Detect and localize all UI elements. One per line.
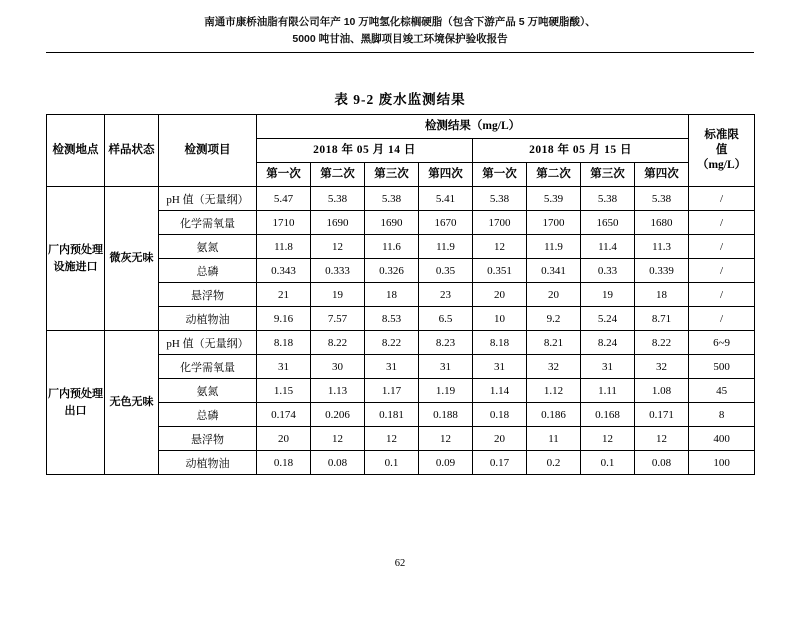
cell-value: 8.22 [635, 331, 689, 355]
cell-value: 12 [419, 427, 473, 451]
cell-value: 20 [257, 427, 311, 451]
cell-value: 0.168 [581, 403, 635, 427]
header-time-4: 第四次 [419, 163, 473, 187]
cell-value: 5.38 [473, 187, 527, 211]
row-item: pH 值（无量纲） [159, 187, 257, 211]
cell-limit: 400 [689, 427, 755, 451]
cell-value: 31 [419, 355, 473, 379]
header-time-5: 第一次 [473, 163, 527, 187]
cell-value: 0.08 [311, 451, 365, 475]
header-limit-line3: （mg/L） [696, 159, 747, 171]
header-time-7: 第三次 [581, 163, 635, 187]
row-item: 氨氮 [159, 235, 257, 259]
cell-value: 0.2 [527, 451, 581, 475]
cell-value: 1.14 [473, 379, 527, 403]
cell-limit: / [689, 259, 755, 283]
cell-value: 0.186 [527, 403, 581, 427]
table-row [47, 331, 755, 355]
cell-value: 8.22 [365, 331, 419, 355]
header-time-6: 第二次 [527, 163, 581, 187]
cell-value: 11.6 [365, 235, 419, 259]
header-time-3: 第三次 [365, 163, 419, 187]
cell-limit: 45 [689, 379, 755, 403]
cell-value: 10 [473, 307, 527, 331]
cell-value: 0.188 [419, 403, 473, 427]
page-number: 62 [394, 558, 406, 569]
cell-limit: / [689, 283, 755, 307]
row-item: 动植物油 [159, 307, 257, 331]
table-title: 表 9-2 废水监测结果 [334, 92, 466, 107]
cell-value: 1.12 [527, 379, 581, 403]
cell-value: 8.71 [635, 307, 689, 331]
cell-value: 5.39 [527, 187, 581, 211]
cell-value: 0.35 [419, 259, 473, 283]
header-results: 检测结果（mg/L） [257, 115, 689, 139]
cell-value: 8.23 [419, 331, 473, 355]
cell-value: 0.18 [473, 403, 527, 427]
cell-value: 0.326 [365, 259, 419, 283]
row-item: 动植物油 [159, 451, 257, 475]
cell-value: 0.206 [311, 403, 365, 427]
cell-value: 1670 [419, 211, 473, 235]
cell-value: 12 [635, 427, 689, 451]
group-site: 厂内预处理设施进口 [47, 187, 105, 331]
cell-value: 8.22 [311, 331, 365, 355]
cell-value: 0.339 [635, 259, 689, 283]
cell-value: 11.3 [635, 235, 689, 259]
header-time-1: 第一次 [257, 163, 311, 187]
cell-value: 9.16 [257, 307, 311, 331]
row-item: 氨氮 [159, 379, 257, 403]
cell-value: 11.9 [527, 235, 581, 259]
cell-value: 31 [581, 355, 635, 379]
header-sample-state: 样品状态 [105, 115, 159, 187]
header-item: 检测项目 [159, 115, 257, 187]
page-header [70, 14, 730, 48]
cell-value: 32 [527, 355, 581, 379]
cell-value: 0.33 [581, 259, 635, 283]
cell-value: 0.09 [419, 451, 473, 475]
group-state: 微灰无味 [105, 187, 159, 331]
cell-value: 1.15 [257, 379, 311, 403]
cell-value: 0.1 [581, 451, 635, 475]
cell-value: 5.47 [257, 187, 311, 211]
cell-limit: 6~9 [689, 331, 755, 355]
cell-value: 12 [365, 427, 419, 451]
cell-value: 1.08 [635, 379, 689, 403]
cell-value: 5.41 [419, 187, 473, 211]
cell-value: 7.57 [311, 307, 365, 331]
row-item: 总磷 [159, 403, 257, 427]
cell-value: 19 [311, 283, 365, 307]
cell-value: 0.343 [257, 259, 311, 283]
cell-value: 11.8 [257, 235, 311, 259]
cell-limit: / [689, 307, 755, 331]
cell-value: 11.4 [581, 235, 635, 259]
row-item: 总磷 [159, 259, 257, 283]
cell-value: 19 [581, 283, 635, 307]
header-line-1: 南通市康桥油脂有限公司年产 10 万吨氢化棕榈硬脂（包含下游产品 5 万吨硬脂酸）、 [204, 16, 596, 28]
cell-value: 0.17 [473, 451, 527, 475]
cell-limit: 8 [689, 403, 755, 427]
cell-value: 32 [635, 355, 689, 379]
cell-limit: 100 [689, 451, 755, 475]
cell-value: 11.9 [419, 235, 473, 259]
row-item: 悬浮物 [159, 283, 257, 307]
group-state: 无色无味 [105, 331, 159, 475]
row-item: 化学需氧量 [159, 355, 257, 379]
cell-value: 12 [311, 235, 365, 259]
cell-value: 31 [257, 355, 311, 379]
cell-limit: 500 [689, 355, 755, 379]
cell-value: 1700 [473, 211, 527, 235]
cell-value: 1690 [365, 211, 419, 235]
cell-value: 0.181 [365, 403, 419, 427]
cell-value: 23 [419, 283, 473, 307]
cell-value: 5.38 [635, 187, 689, 211]
cell-value: 18 [635, 283, 689, 307]
cell-value: 8.24 [581, 331, 635, 355]
cell-value: 0.174 [257, 403, 311, 427]
cell-value: 1650 [581, 211, 635, 235]
cell-value: 20 [473, 283, 527, 307]
cell-value: 31 [473, 355, 527, 379]
table-row [47, 187, 755, 211]
header-date-2: 2018 年 05 月 15 日 [473, 139, 689, 163]
header-divider [46, 52, 754, 53]
cell-value: 1.13 [311, 379, 365, 403]
header-site: 检测地点 [47, 115, 105, 187]
cell-limit: / [689, 187, 755, 211]
cell-value: 1.19 [419, 379, 473, 403]
cell-limit: / [689, 211, 755, 235]
row-item: pH 值（无量纲） [159, 331, 257, 355]
row-item: 悬浮物 [159, 427, 257, 451]
cell-value: 21 [257, 283, 311, 307]
cell-value: 20 [527, 283, 581, 307]
cell-value: 31 [365, 355, 419, 379]
cell-value: 20 [473, 427, 527, 451]
cell-value: 8.18 [257, 331, 311, 355]
cell-value: 18 [365, 283, 419, 307]
header-limit-line1: 标准限 [704, 129, 739, 141]
header-time-2: 第二次 [311, 163, 365, 187]
cell-value: 5.38 [581, 187, 635, 211]
cell-value: 5.24 [581, 307, 635, 331]
cell-value: 1700 [527, 211, 581, 235]
cell-value: 9.2 [527, 307, 581, 331]
cell-value: 1.11 [581, 379, 635, 403]
cell-value: 11 [527, 427, 581, 451]
cell-value: 0.18 [257, 451, 311, 475]
cell-value: 1710 [257, 211, 311, 235]
cell-value: 0.171 [635, 403, 689, 427]
cell-value: 30 [311, 355, 365, 379]
cell-value: 8.53 [365, 307, 419, 331]
header-time-8: 第四次 [635, 163, 689, 187]
row-item: 化学需氧量 [159, 211, 257, 235]
cell-value: 6.5 [419, 307, 473, 331]
cell-value: 0.341 [527, 259, 581, 283]
cell-value: 12 [311, 427, 365, 451]
cell-value: 5.38 [311, 187, 365, 211]
cell-value: 5.38 [365, 187, 419, 211]
cell-value: 0.08 [635, 451, 689, 475]
cell-value: 1690 [311, 211, 365, 235]
wastewater-monitoring-table [46, 114, 755, 475]
cell-value: 12 [581, 427, 635, 451]
cell-limit: / [689, 235, 755, 259]
header-date-1: 2018 年 05 月 14 日 [257, 139, 473, 163]
cell-value: 1680 [635, 211, 689, 235]
header-limit-line2: 值 [715, 144, 728, 156]
header-limit [689, 115, 755, 187]
cell-value: 12 [473, 235, 527, 259]
header-line-2: 5000 吨甘油、黑脚项目竣工环境保护验收报告 [292, 33, 508, 45]
cell-value: 0.333 [311, 259, 365, 283]
cell-value: 8.18 [473, 331, 527, 355]
group-site: 厂内预处理出口 [47, 331, 105, 475]
cell-value: 0.1 [365, 451, 419, 475]
cell-value: 0.351 [473, 259, 527, 283]
cell-value: 1.17 [365, 379, 419, 403]
cell-value: 8.21 [527, 331, 581, 355]
